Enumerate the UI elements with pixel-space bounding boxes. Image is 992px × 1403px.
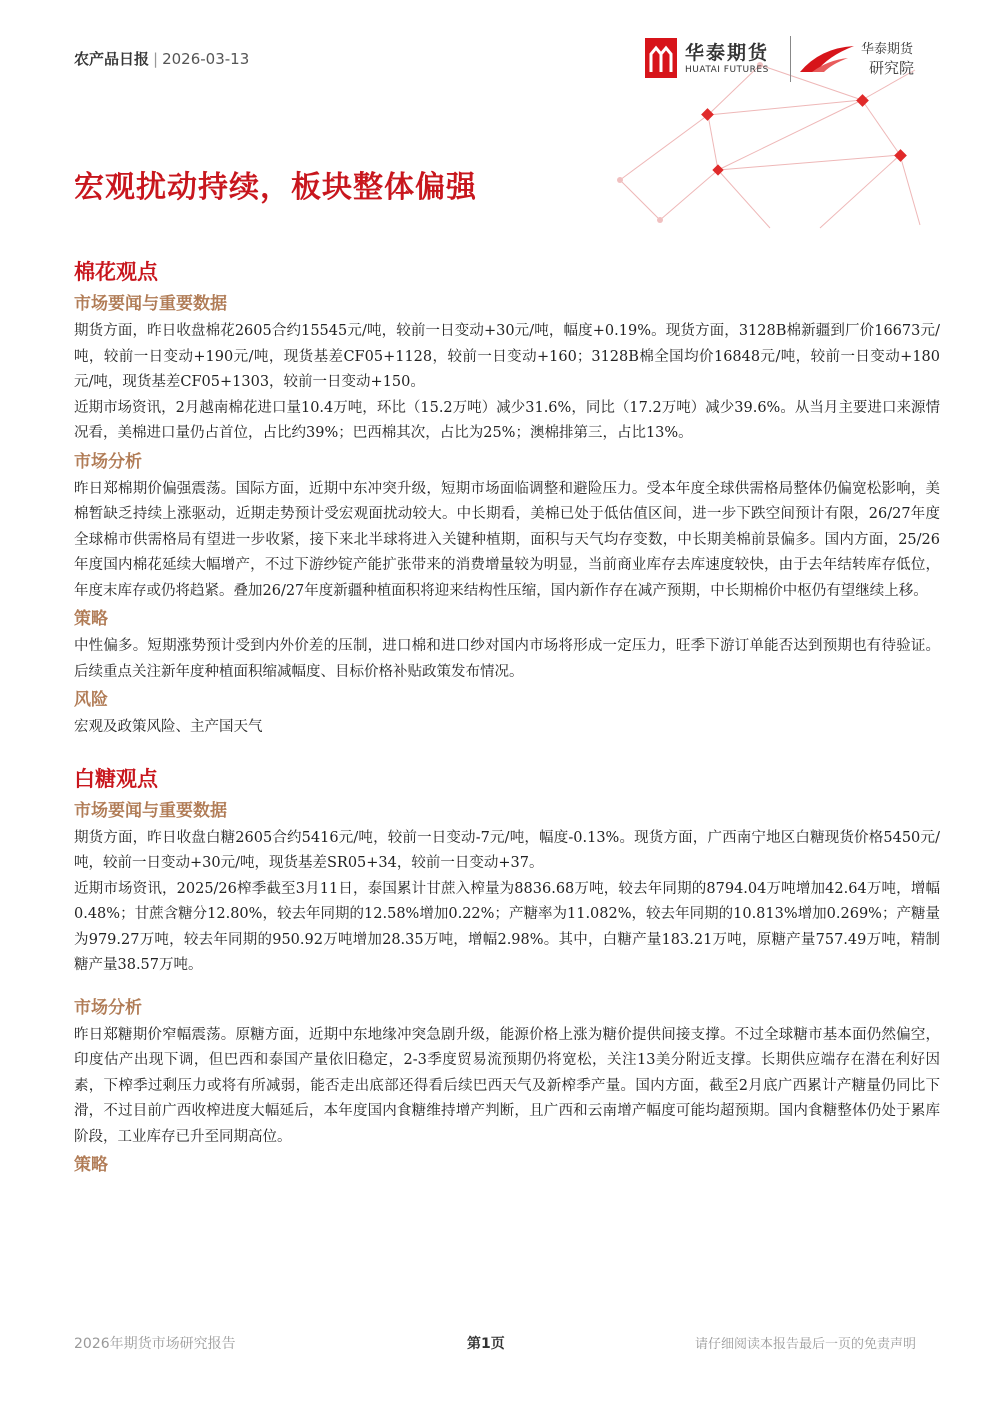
page-title: 宏观扰动持续，板块整体偏强 (74, 170, 477, 205)
cotton-section-title: 棉花观点 (74, 260, 158, 284)
main-content (74, 258, 940, 1180)
cotton-news-paragraph-1: 期货方面，昨日收盘棉花2605合约15545元/吨，较前一日变动+30元/吨，幅度+0.19%。现货方面，3128B棉新疆到厂价16673元/吨，较前一日变动+190元/吨，现货基差CF05+1128，较前一日变动+160；3128B棉全国均价16848元/吨，较前一日变动+180元/吨，现货基差CF05+1303，较前一日变动+150。 (74, 323, 940, 390)
report-date: 2026-03-13 (162, 50, 250, 68)
company-logo (643, 36, 933, 82)
page-footer (74, 1333, 916, 1357)
sugar-news-paragraph-1: 期货方面，昨日收盘白糖2605合约5416元/吨，较前一日变动-7元/吨，幅度-0.13%。现货方面，广西南宁地区白糖现货价格5450元/吨，较前一日变动+30元/吨，现货基差SR05+34，较前一日变动+37。 (74, 829, 940, 871)
network-decoration (560, 60, 930, 230)
report-category-date (74, 48, 249, 69)
page-number: 第1页 (467, 1336, 505, 1352)
sugar-strategy-title: 策略 (74, 1155, 108, 1175)
sugar-news-title: 市场要闻与重要数据 (74, 800, 227, 821)
cotton-strategy-title: 策略 (74, 609, 108, 629)
sugar-section (74, 765, 940, 1178)
sugar-analysis-title: 市场分析 (74, 997, 142, 1018)
cotton-risk-paragraph: 宏观及政策风险、主产国天气 (74, 719, 263, 735)
sugar-analysis-paragraph: 昨日郑糖期价窄幅震荡。原糖方面，近期中东地缘冲突急剧升级，能源价格上涨为糖价提供间接支撑。不过全球糖市基本面仍然偏空，印度估产出现下调，但巴西和泰国产量依旧稳定，2-3季度贸易流预期仍将宽松，关注13美分附近支撑。长期供应端存在潜在利好因素，下榨季过剩压力或将有所减弱，能否走出底部还得看后续巴西天气及新榨季产量。国内方面，截至2月底广西累计产糖量仍同比下滑，不过目前广西收榨进度大幅延后，本年度国内食糖维持增产判断，且广西和云南增产幅度可能均超预期。国内食糖整体仍处于累库阶段，工业库存已升至同期高位。 (74, 1026, 940, 1145)
header-background (0, 0, 992, 230)
cotton-section (74, 258, 940, 741)
logo-english-name: HUATAI FUTURES (685, 65, 769, 75)
cotton-news-title: 市场要闻与重要数据 (74, 294, 227, 314)
sugar-news-paragraph-2: 近期市场资讯，2025/26榨季截至3月11日，泰国累计甘蔗入榨量为8836.68万吨，较去年同期的8794.04万吨增加42.64万吨，增幅0.48%；甘蔗含糖分12.80%，较去年同期的12.58%增加0.22%；产糖率为11.082%，较去年同期的10.813%增加0.269%；产糖量为979.27万吨，较去年同期的950.92万吨增加28.35万吨，增幅2.98%。其中，白糖产量183.21万吨，原糖产量757.49万吨，精制糖产量38.57万吨。 (74, 880, 940, 973)
cotton-analysis-title: 市场分析 (74, 451, 142, 472)
sugar-section-title: 白糖观点 (74, 766, 158, 791)
institute-swoosh-icon (798, 42, 858, 76)
footer-report-name: 2026年期货市场研究报告 (74, 1336, 236, 1352)
cotton-strategy-paragraph: 中性偏多。短期涨势预计受到内外价差的压制，进口棉和进口纱对国内市场将形成一定压力，旺季下游订单能否达到预期也有待验证。后续重点关注新年度种植面积缩减幅度、目标价格补贴政策发布情况。 (74, 638, 940, 680)
institute-name-line1: 华泰期货 (861, 42, 914, 57)
section-gap (74, 741, 940, 765)
logo-name: 华泰期货 (685, 42, 770, 64)
paragraph-gap (74, 979, 940, 993)
institute-name-line2: 研究院 (869, 59, 915, 77)
cotton-analysis-paragraph: 昨日郑棉期价偏强震荡。国际方面，近期中东冲突升级，短期市场面临调整和避险压力。受本年度全球供需格局整体仍偏宽松影响，美棉暂缺乏持续上涨驱动，近期走势预计受宏观面扰动较大。中长期看，美棉已处于低估值区间，进一步下跌空间预计有限，26/27年度全球棉市供需格局有望进一步收紧，接下来北半球将进入关键种植期，面积与天气均存变数，中长期美棉前景偏多。国内方面，25/26年度国内棉花延续大幅增产，不过下游纱锭产能扩张带来的消费增量较为明显，当前商业库存去库速度较快，由于去年结转库存低位，年度末库存或仍将趋紧。叠加26/27年度新疆种植面积将迎来结构性压缩，国内新作存在减产预期，中长期棉价中枢仍有望继续上移。 (74, 480, 940, 599)
cotton-news-paragraph-2: 近期市场资讯，2月越南棉花进口量10.4万吨，环比（15.2万吨）减少31.6%，同比（17.2万吨）减少39.6%。从当月主要进口来源情况看，美棉进口量仍占首位，占比约39%；巴西棉其次，占比为25%；澳棉排第三，占比13%。 (74, 399, 940, 441)
logo-divider (790, 36, 791, 82)
footer-disclaimer-note: 请仔细阅读本报告最后一页的免责声明 (694, 1337, 916, 1352)
header-separator: | (153, 50, 159, 68)
report-category: 农产品日报 (74, 50, 150, 68)
huatai-emblem-icon (643, 36, 679, 80)
cotton-risk-title: 风险 (74, 690, 108, 710)
